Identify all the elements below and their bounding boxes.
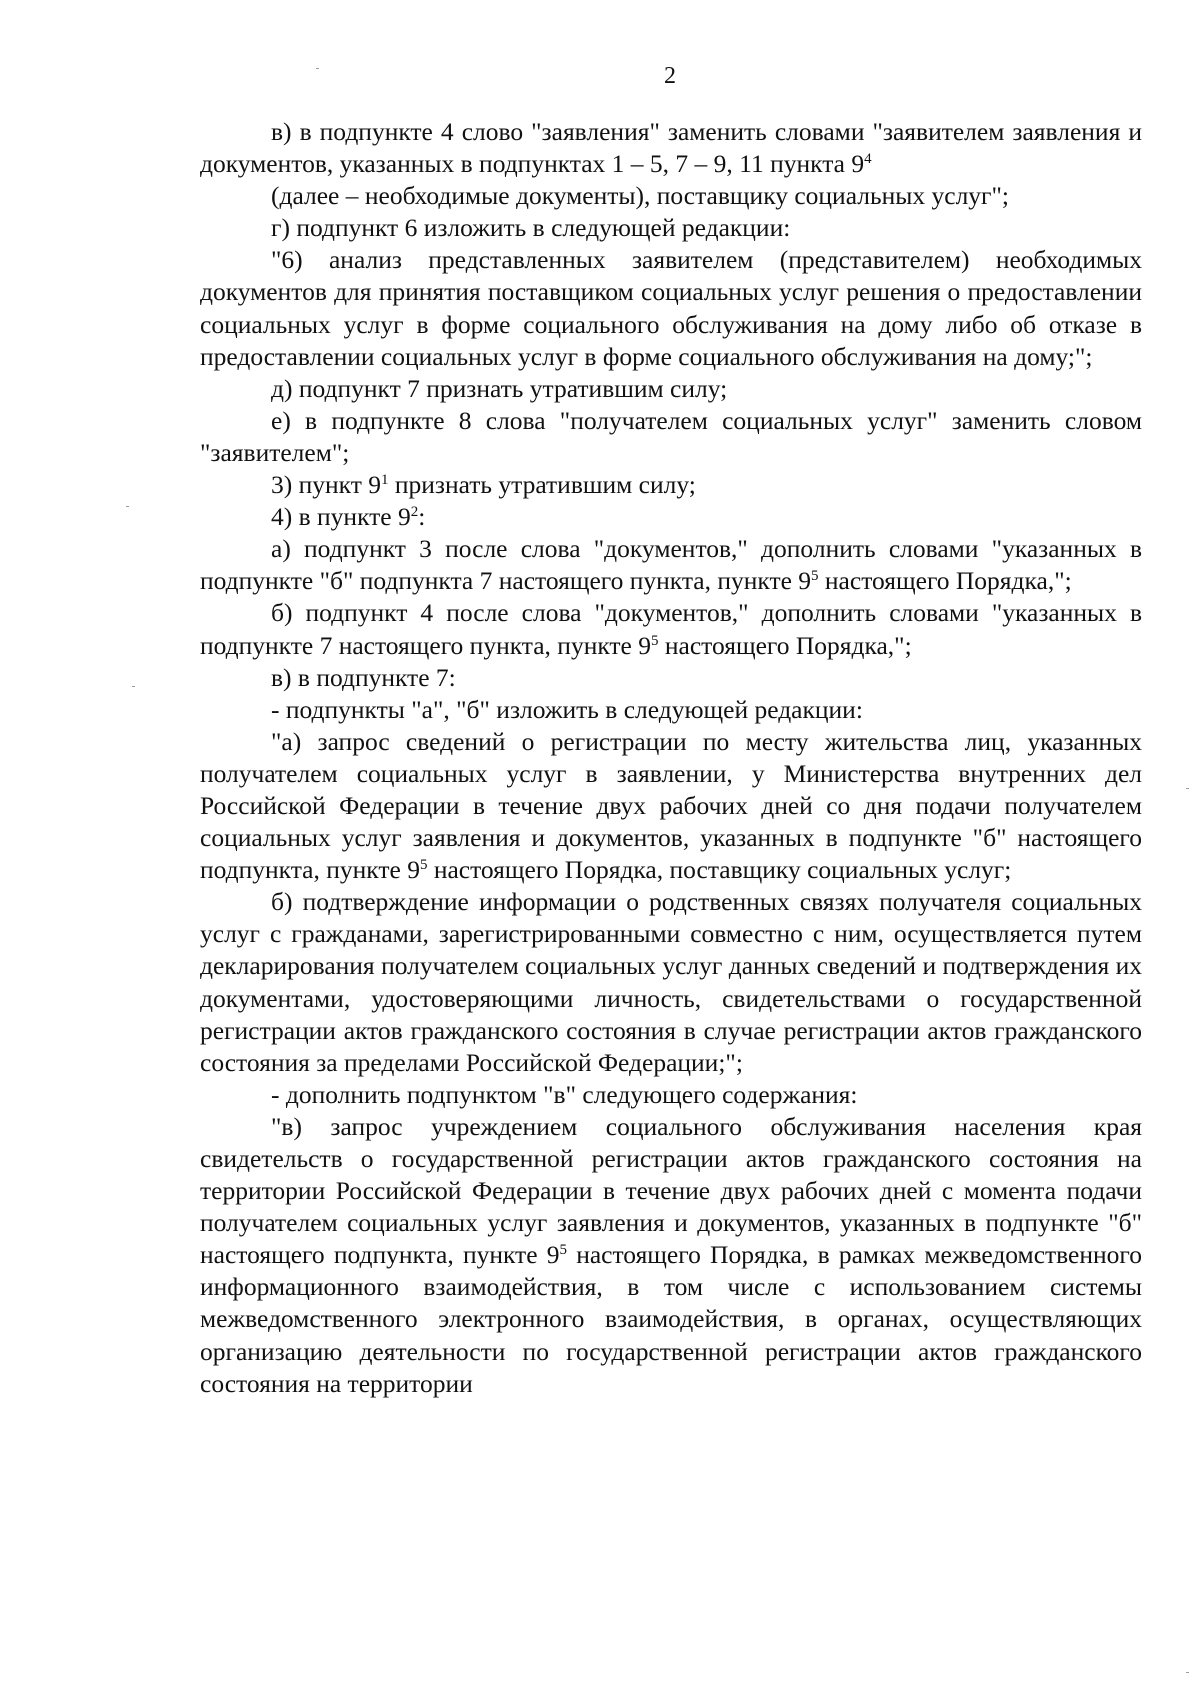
paragraph-text: д) подпункт 7 признать утратившим силу;: [271, 373, 728, 403]
paragraph: [200, 533, 1142, 597]
superscript-index: 5: [650, 632, 659, 649]
paragraph-text: "6) анализ представленных заявителем (представителем) необходимых документов для принятия поставщиком социальных услуг решения о предоставлении социальных услуг в форме социального обслуживания на дому либо об отказе в предоставлении социальных услуг в форме социального обслуживания на дому;";: [200, 245, 1142, 371]
scan-artifact: [132, 686, 135, 687]
paragraph-text-continued: :: [418, 502, 426, 532]
superscript-index: 5: [559, 1242, 567, 1259]
paragraph: [200, 597, 1142, 661]
paragraph-text-continued: настоящего Порядка, в рамках межведомственного информационного взаимодействия, в том числе с использованием системы межведомственного электронного взаимодействия, в органах, осуществляющих организацию деятельности по государственной регистрации актов гражданского состояния на территории: [200, 1240, 1142, 1398]
paragraph: [200, 501, 1142, 533]
scan-artifact: [1186, 1672, 1189, 1673]
paragraph-text: е) в подпункте 8 слова "получателем социальных услуг" заменить словом "заявителем";: [200, 405, 1142, 467]
superscript-index: 4: [864, 151, 872, 168]
document-body: [200, 116, 1142, 1400]
paragraph-text-continued: настоящего Порядка, поставщику социальных услуг;: [427, 855, 1012, 885]
paragraph: [200, 1111, 1142, 1400]
paragraph: [200, 212, 1142, 244]
paragraph: [200, 726, 1142, 886]
paragraph-text: 3) пункт 9: [271, 470, 381, 500]
paragraph-text: - подпункты "а", "б" изложить в следующей редакции:: [271, 694, 863, 724]
paragraph-text: "в) запрос учреждением социального обслуживания населения края свидетельств о государственной регистрации актов гражданского состояния на территории Российской Федерации в течение двух рабочих дней с момента подачи получателем социальных услуг заявления и документов, указанных в подпункте "б" настоящего подпункта, пункте 9: [200, 1111, 1142, 1270]
scan-artifact: [1186, 788, 1189, 789]
paragraph-text-continued: настоящего Порядка,";: [658, 630, 912, 660]
scan-artifact: [126, 506, 129, 507]
paragraph: [200, 180, 1142, 212]
superscript-index: 5: [811, 568, 819, 585]
scan-artifact: [316, 68, 319, 69]
paragraph: [200, 116, 1142, 180]
paragraph: [200, 405, 1142, 469]
paragraph-text-continued: признать утратившим силу;: [388, 470, 696, 500]
paragraph: [200, 244, 1142, 372]
paragraph: [200, 469, 1142, 501]
paragraph-text: в) в подпункте 7:: [271, 662, 456, 692]
paragraph-text: г) подпункт 6 изложить в следующей редакции:: [271, 213, 791, 243]
paragraph: [200, 1079, 1142, 1111]
paragraph-text: а) подпункт 3 после слова "документов," дополнить словами "указанных в подпункте "б" подпункта 7 настоящего пункта, пункте 9: [200, 534, 1142, 596]
superscript-index: 5: [419, 857, 428, 874]
paragraph-text: - дополнить подпунктом "в" следующего содержания:: [271, 1079, 858, 1109]
paragraph: [200, 694, 1142, 726]
superscript-index: 2: [410, 504, 419, 521]
paragraph-text-continued: настоящего Порядка,";: [818, 566, 1072, 596]
paragraph-text: б) подпункт 4 после слова "документов," дополнить словами "указанных в подпункте 7 настоящего пункта, пункте 9: [200, 598, 1142, 660]
superscript-index: 1: [380, 472, 389, 489]
paragraph-text: "а) запрос сведений о регистрации по месту жительства лиц, указанных получателем социальных услуг в заявлении, у Министерства внутренних дел Российской Федерации в течение двух рабочих дней со дня подачи получателем социальных услуг заявления и документов, указанных в подпункте "б" настоящего подпункта, пункте 9: [200, 726, 1142, 885]
paragraph-text: б) подтверждение информации о родственных связях получателя социальных услуг с гражданами, зарегистрированными совместно с ним, осуществляется путем декларирования получателем социальных услуг данных сведений и подтверждения их документами, удостоверяющими личность, свидетельствами о государственной регистрации актов гражданского состояния в случае регистрации актов гражданского состояния за пределами Российской Федерации;";: [200, 887, 1142, 1077]
page-number: 2: [664, 63, 676, 89]
paragraph: [200, 373, 1142, 405]
paragraph-text: (далее – необходимые документы), поставщику социальных услуг";: [271, 181, 1010, 211]
paragraph: [200, 886, 1142, 1079]
paragraph-text: 4) в пункте 9: [271, 502, 411, 532]
paragraph: [200, 662, 1142, 694]
paragraph-text: в) в подпункте 4 слово "заявления" заменить словами "заявителем заявления и документов, указанных в подпунктах 1 – 5, 7 – 9, 11 пункта 9: [200, 117, 1142, 179]
